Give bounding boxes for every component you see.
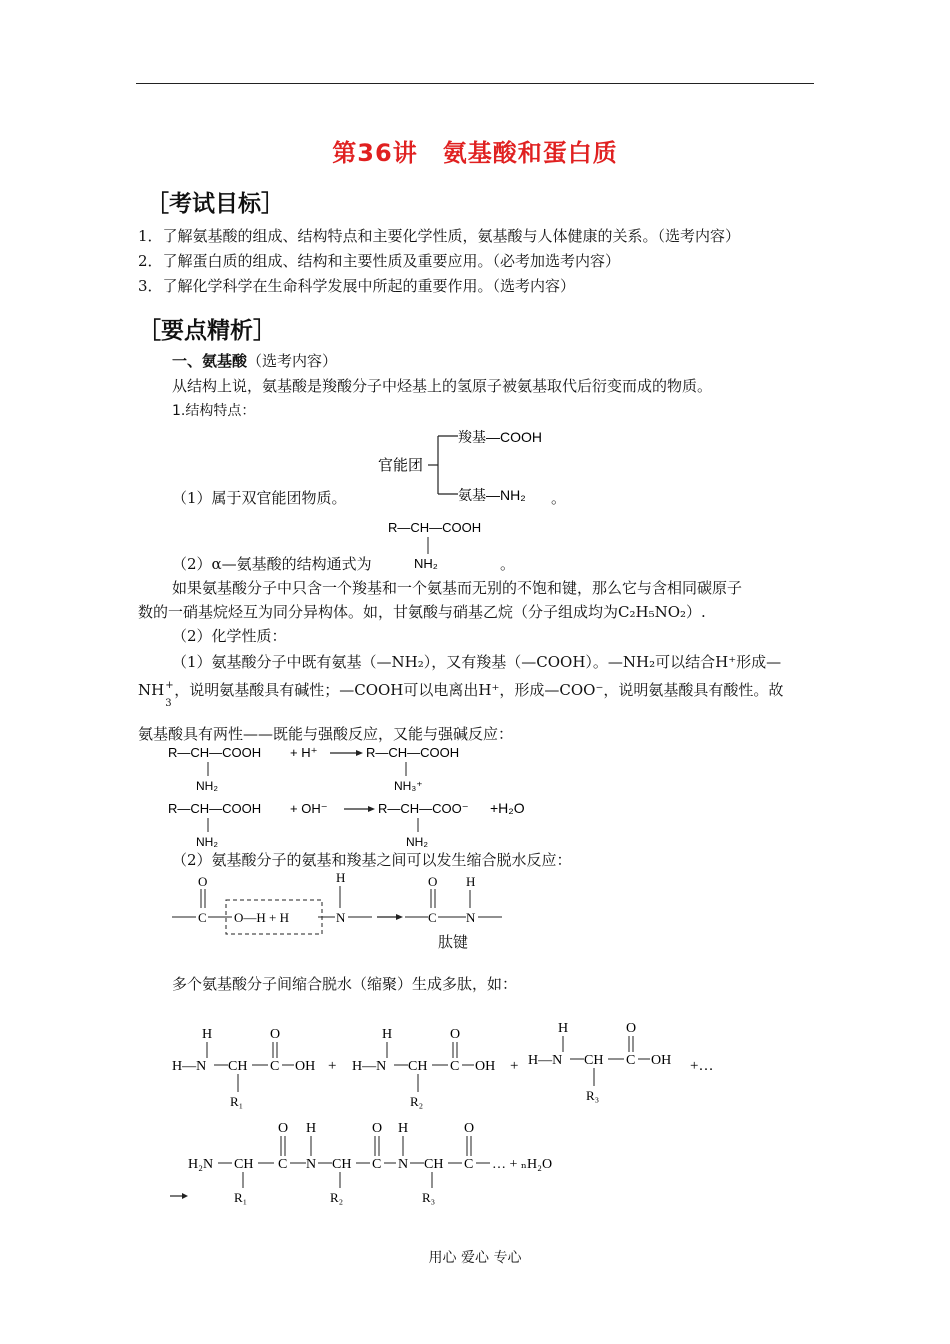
poly-amino-acid-1 — [172, 1027, 315, 1109]
poly-c-1: C — [270, 1059, 280, 1074]
poly-c-3: C — [626, 1053, 636, 1068]
poly-oh-1: OH — [295, 1059, 316, 1074]
amph-sub: 3 — [165, 698, 172, 709]
amph-line-2: ，说明氨基酸具有碱性；—COOH可以电离出H⁺，形成—COO⁻，说明氨基酸具有酸性。故 — [174, 681, 784, 699]
svg-text:+: + — [328, 1058, 337, 1074]
svg-text:+: + — [510, 1058, 519, 1074]
amph-nh: NH — [138, 681, 165, 699]
poly-p-ch-3: CH — [424, 1157, 444, 1172]
poly-r3: R₃ — [586, 1088, 600, 1103]
poly-hn-3: H—N — [528, 1053, 563, 1068]
poly-p-o-2: O — [372, 1121, 383, 1136]
item-2-end: 。 — [500, 555, 516, 573]
poly-h-1: H — [202, 1027, 213, 1042]
poly-hn-1: H—N — [172, 1059, 207, 1074]
poly-ch-3: CH — [584, 1053, 604, 1068]
poly-amino-acid-3 — [528, 1021, 671, 1103]
fg-center-label: 官能团 — [378, 457, 424, 474]
header-rule — [136, 83, 814, 84]
poly-p-h-2: H — [398, 1121, 409, 1136]
acid-right: R—CH—COOH — [366, 745, 460, 760]
poly-hn-2: H—N — [352, 1059, 387, 1074]
poly-c-2: C — [450, 1059, 460, 1074]
poly-p-n-1: N — [306, 1157, 317, 1172]
section-heading-points: ［要点精析］ — [138, 318, 276, 344]
acid-plus: + H⁺ — [290, 745, 318, 760]
item-1-text: （1）属于双官能团物质。 — [172, 489, 347, 507]
poly-product — [168, 1114, 608, 1210]
poly-p-c-2: C — [372, 1157, 382, 1172]
section-heading-goals: ［考试目标］ — [146, 191, 284, 217]
condensation-title: （2）氨基酸分子的氨基和羧基之间可以发生缩合脱水反应： — [172, 851, 572, 869]
poly-o-2: O — [450, 1027, 461, 1042]
gf-main: R—CH—COOH — [388, 520, 482, 535]
base-right-sub: NH₂ — [406, 835, 428, 849]
struct-title: 1.结构特点： — [172, 403, 256, 419]
acid-right-sub: NH₃⁺ — [394, 779, 423, 793]
base-plus: + OH⁻ — [290, 801, 328, 816]
base-left-sub: NH₂ — [196, 835, 218, 849]
acid-reaction — [168, 742, 508, 794]
chem-title: （2）化学性质： — [172, 627, 287, 645]
poly-p-ch-2: CH — [332, 1157, 352, 1172]
cond-h-1: H — [336, 870, 346, 885]
poly-r2: R₂ — [410, 1094, 424, 1109]
poly-oh-2: OH — [475, 1059, 496, 1074]
item-1-end: 。 — [551, 489, 567, 507]
cond-c-2: C — [428, 910, 437, 925]
poly-p-o-1: O — [278, 1121, 289, 1136]
base-right: R—CH—COO⁻ — [378, 801, 469, 816]
poly-oh-3: OH — [651, 1053, 672, 1068]
poly-p-c-3: C — [464, 1157, 474, 1172]
cond-h-2: H — [466, 874, 476, 889]
page-title: 第36讲 氨基酸和蛋白质 — [332, 139, 618, 167]
goal-item-1: 1．了解氨基酸的组成、结构特点和主要化学性质，氨基酸与人体健康的关系。（选考内容） — [138, 227, 741, 245]
poly-h-2: H — [382, 1027, 393, 1042]
poly-p-o-3: O — [464, 1121, 475, 1136]
subsection-title-amino-acid: 一、氨基酸 — [172, 352, 248, 370]
poly-plus-more: +… — [690, 1058, 714, 1074]
poly-o-1: O — [270, 1027, 281, 1042]
peptide-bond-label: 肽键 — [438, 933, 469, 951]
cond-n-1: N — [336, 910, 346, 925]
poly-o-3: O — [626, 1021, 637, 1036]
poly-ch-1: CH — [228, 1059, 248, 1074]
fg-top-label: 羧基—COOH — [458, 429, 542, 445]
amph-line-3: 氨基酸具有两性——既能与强酸反应，又能与强碱反应： — [138, 725, 514, 743]
footer-text: 用心 爱心 专心 — [428, 1250, 522, 1266]
acid-left: R—CH—COOH — [168, 745, 262, 760]
poly-ch-2: CH — [408, 1059, 428, 1074]
isomer-line-1: 如果氨基酸分子中只含一个羧基和一个氨基而无别的不饱和键，那么它与含相同碳原子 — [172, 579, 743, 597]
base-reaction — [168, 798, 548, 850]
cond-o-2: O — [428, 874, 438, 889]
goal-item-3: 3．了解化学科学在生命科学发展中所起的重要作用。（选考内容） — [138, 277, 576, 295]
base-water: +H₂O — [490, 800, 525, 816]
gf-sub: NH₂ — [414, 556, 438, 571]
poly-r1: R₁ — [230, 1094, 244, 1109]
poly-tail: … + ₙH₂O — [492, 1157, 553, 1172]
poly-amino-acid-2 — [352, 1027, 495, 1109]
poly-p-r2: R₂ — [330, 1190, 344, 1205]
poly-p-r3: R₃ — [422, 1190, 436, 1205]
poly-p-h-1: H — [306, 1121, 317, 1136]
poly-h2n: H₂N — [188, 1157, 214, 1172]
poly-intro: 多个氨基酸分子间缩合脱水（缩聚）生成多肽，如： — [172, 975, 518, 993]
poly-p-c-1: C — [278, 1157, 288, 1172]
poly-reactants — [170, 1018, 730, 1110]
poly-p-n-2: N — [398, 1157, 409, 1172]
cond-n-2: N — [466, 910, 476, 925]
acid-left-sub: NH₂ — [196, 779, 218, 793]
general-formula — [388, 516, 518, 572]
poly-h-3: H — [558, 1021, 569, 1036]
item-2-text: （2）α—氨基酸的结构通式为 — [172, 555, 372, 573]
goal-item-2: 2．了解蛋白质的组成、结构和主要性质及重要应用。（必考加选考内容） — [138, 252, 621, 270]
base-left: R—CH—COOH — [168, 801, 262, 816]
intro-paragraph: 从结构上说，氨基酸是羧酸分子中烃基上的氢原子被氨基取代后衍变而成的物质。 — [172, 377, 713, 395]
amph-line-1: （1）氨基酸分子中既有氨基（—NH₂），又有羧基（—COOH）。—NH₂可以结合H⁺形成— — [172, 653, 782, 671]
poly-p-ch-1: CH — [234, 1157, 254, 1172]
amph-sup: + — [165, 680, 174, 691]
cond-o-1: O — [198, 874, 208, 889]
isomer-line-2: 数的一硝基烷烃互为同分异构体。如，甘氨酸与硝基乙烷（分子组成均为C₂H₅NO₂）. — [138, 603, 706, 621]
subsection-note: （选考内容） — [247, 352, 338, 370]
cond-mid: O—H + H — [234, 910, 289, 925]
poly-p-r1: R₁ — [234, 1190, 248, 1205]
cond-c-1: C — [198, 910, 207, 925]
fg-bottom-label: 氨基—NH₂ — [458, 487, 526, 503]
functional-group-diagram — [370, 424, 570, 508]
